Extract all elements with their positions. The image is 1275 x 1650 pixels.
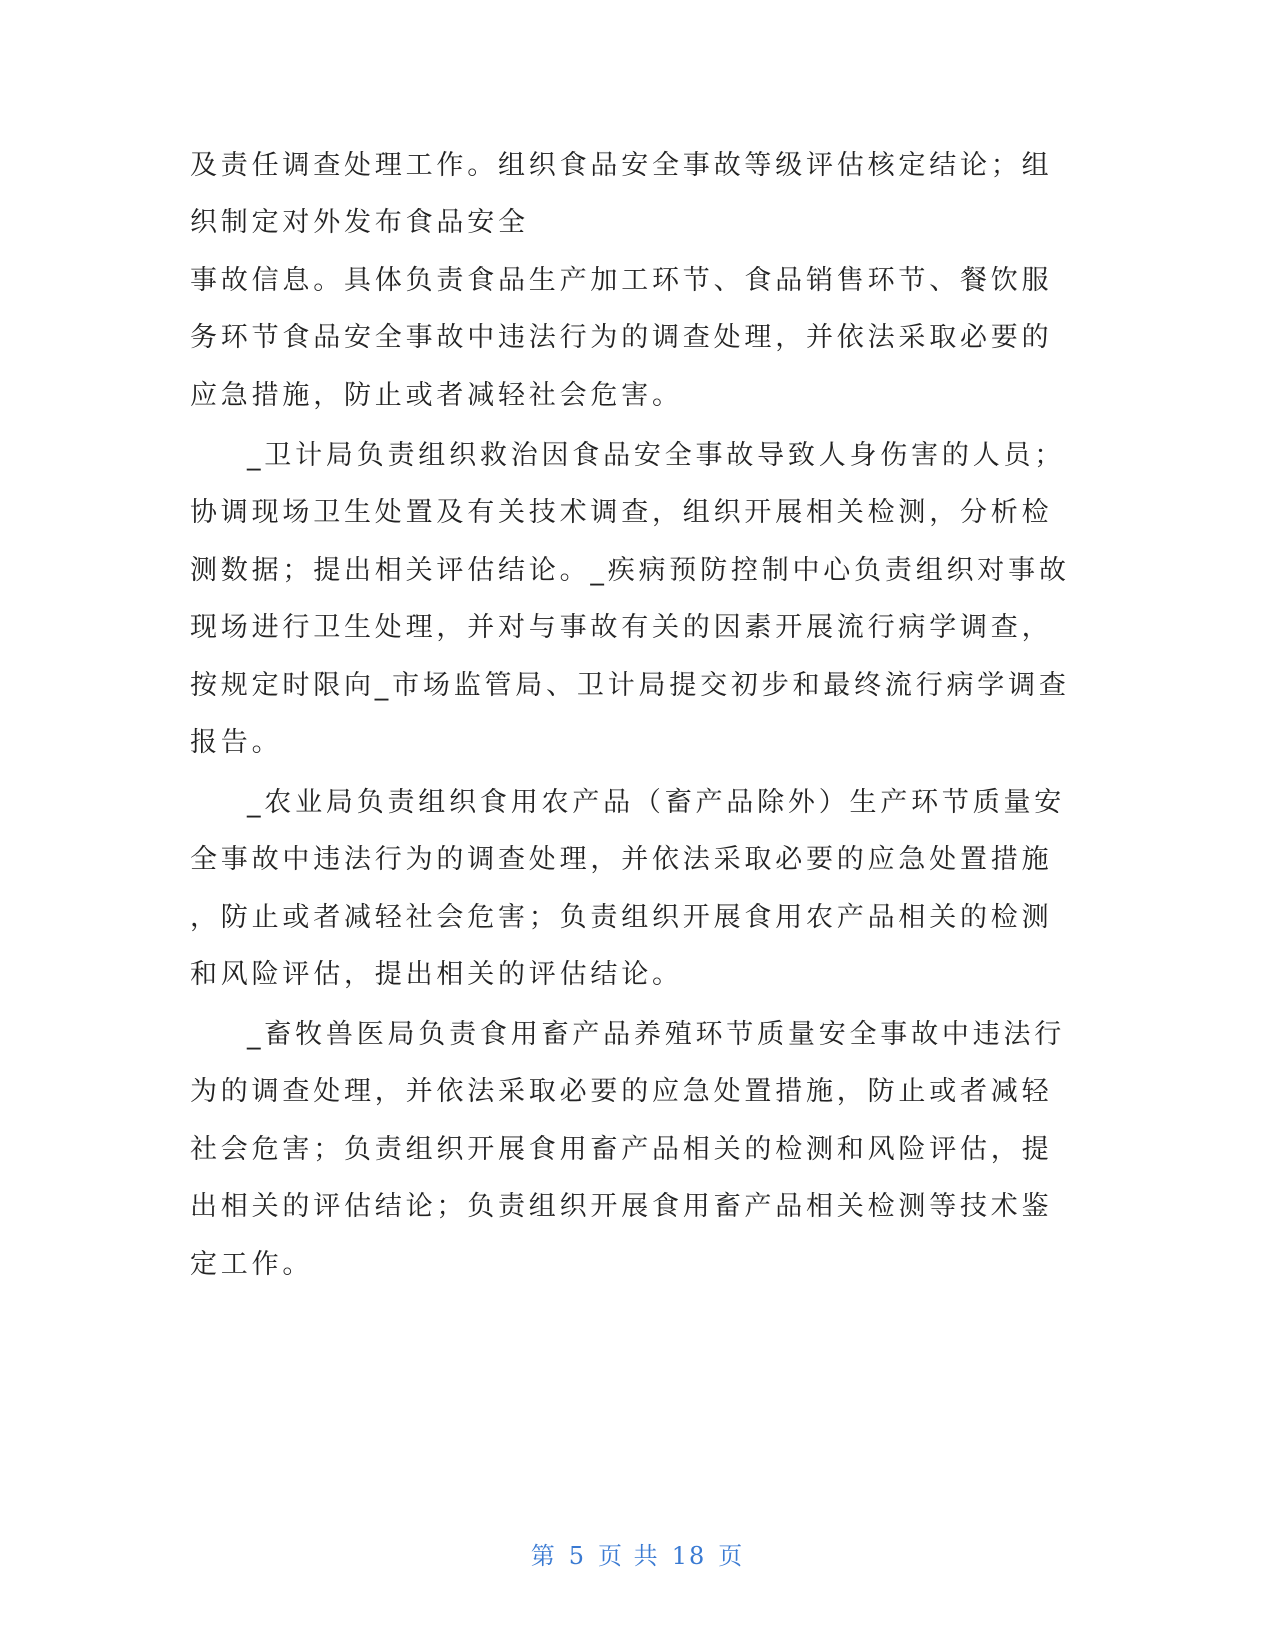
text-line: 织制定对外发布食品安全 (190, 207, 529, 238)
text-line: 定工作。 (190, 1249, 314, 1280)
text-line: ，防止或者减轻社会危害；负责组织开展食用农产品相关的检测 (190, 902, 1053, 933)
text-line: 务环节食品安全事故中违法行为的调查处理，并依法采取必要的 (190, 322, 1053, 353)
page-footer (0, 1536, 1275, 1571)
total-pages: 18 (671, 1542, 707, 1570)
text-line: _农业局负责组织食用农产品（畜产品除外）生产环节质量安 (247, 787, 1066, 818)
text-line: 事故信息。具体负责食品生产加工环节、食品销售环节、餐饮服 (190, 265, 1053, 296)
text-line: 及责任调查处理工作。组织食品安全事故等级评估核定结论；组 (190, 150, 1053, 181)
text-line: _畜牧兽医局负责食用畜产品养殖环节质量安全事故中违法行 (247, 1019, 1066, 1050)
text-line: 社会危害；负责组织开展食用畜产品相关的检测和风险评估，提 (190, 1134, 1053, 1165)
page-label-prefix: 第 (530, 1542, 557, 1570)
text-line: 报告。 (190, 727, 283, 758)
text-line: 为的调查处理，并依法采取必要的应急处置措施，防止或者减轻 (190, 1076, 1053, 1107)
page-label-suffix: 页 (718, 1542, 745, 1570)
text-line: 和风险评估，提出相关的评估结论。 (190, 959, 683, 990)
text-line: 按规定时限向_市场监管局、卫计局提交初步和最终流行病学调查 (190, 670, 1070, 701)
text-line: 现场进行卫生处理，并对与事故有关的因素开展流行病学调查， (190, 612, 1053, 643)
text-line: 出相关的评估结论；负责组织开展食用畜产品相关检测等技术鉴 (190, 1191, 1053, 1222)
text-line: 协调现场卫生处置及有关技术调查，组织开展相关检测，分析检 (190, 497, 1053, 528)
text-line: 全事故中违法行为的调查处理，并依法采取必要的应急处置措施 (190, 844, 1053, 875)
page-number: 5 (568, 1542, 587, 1570)
text-line: _卫计局负责组织救治因食品安全事故导致人身伤害的人员； (247, 440, 1066, 471)
text-line: 测数据；提出相关评估结论。_疾病预防控制中心负责组织对事故 (190, 555, 1070, 586)
page-label-mid: 页 共 (598, 1542, 660, 1570)
text-line: 应急措施，防止或者减轻社会危害。 (190, 380, 683, 411)
